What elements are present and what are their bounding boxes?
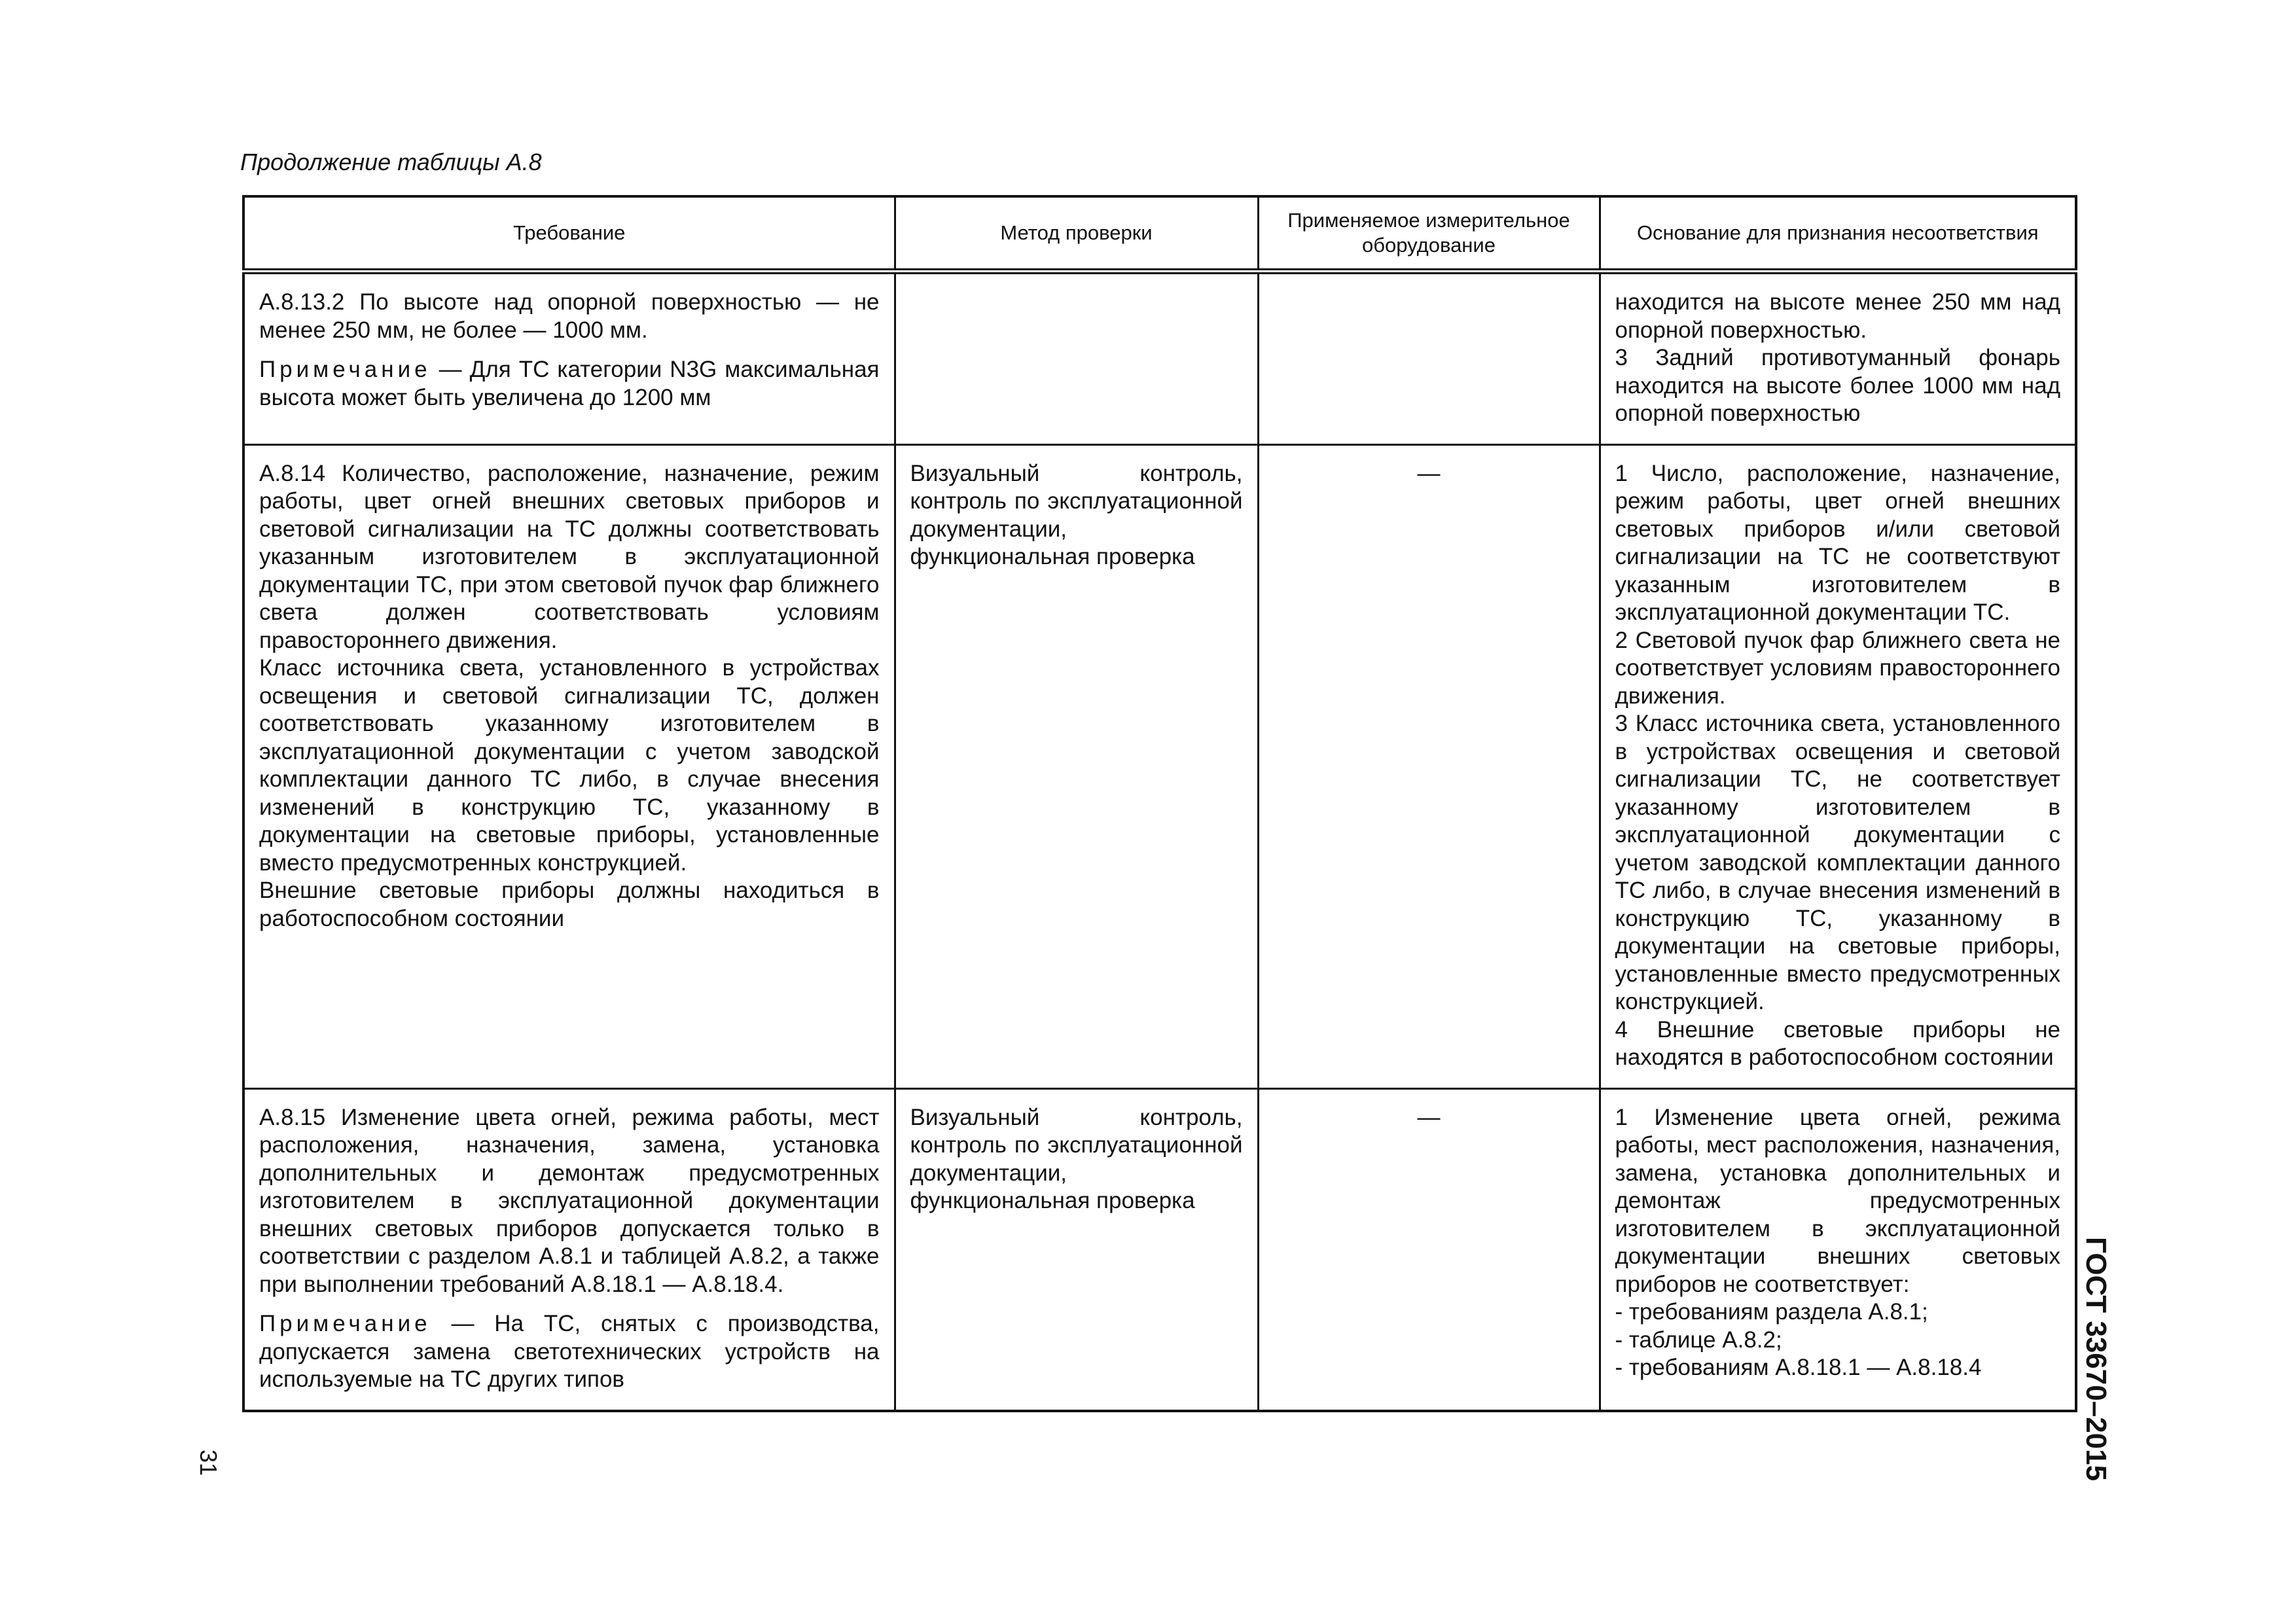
requirement-text: А.8.13.2 По высоте над опорной поверхностью — не менее 250 мм, не более — 1000 мм. bbox=[259, 289, 880, 343]
requirement-note bbox=[259, 1310, 880, 1394]
document-standard-title: ГОСТ 33670–2015 bbox=[2080, 1237, 2112, 1482]
header-grounds: Основание для признания несоответствия bbox=[1600, 196, 2076, 272]
header-method: Метод проверки bbox=[895, 196, 1258, 272]
grounds-item: находится на высоте менее 250 мм над опорной поверхностью. bbox=[1615, 289, 2060, 343]
grounds-item: 1 Изменение цвета огней, режима работы, мест расположения, назначения, замена, установка дополнительных и демонтаж предусмотренных изготовителем в эксплуатационной документации внешних световых приборов не соответствует: bbox=[1615, 1104, 2060, 1297]
equipment-cell: — bbox=[1258, 1088, 1600, 1411]
method-cell: Визуальный контроль, контроль по эксплуатационной документации, функциональная проверка bbox=[895, 1088, 1258, 1411]
grounds-item: 3 Класс источника света, установленного в устройствах освещения и световой сигнализации ТС, не соответствует указанному изготовителем в эксплуатационной документации с учетом заводской комплектации данного ТС либо, в случае внесения изменений в конструкцию ТС, указанному в документации на световые приборы, установленные вместо предусмотренных конструкцией. bbox=[1615, 711, 2060, 1014]
requirements-table-container bbox=[242, 195, 2075, 1412]
requirement-paragraph: Класс источника света, установленного в устройствах освещения и световой сигнализации ТС, должен соответствовать указанному изготовителем в эксплуатационной документации с учетом заводской комплектации данного ТС либо, в случае внесения изменений в конструкцию ТС, указанному в документации на световые приборы, установленные вместо предусмотренных конструкцией. bbox=[259, 655, 880, 876]
equipment-cell bbox=[1258, 272, 1600, 445]
table-row bbox=[243, 444, 2076, 1088]
grounds-item: 2 Световой пучок фар ближнего света не соответствует условиям правостороннего движения. bbox=[1615, 627, 2060, 709]
header-requirement: Требование bbox=[243, 196, 895, 272]
requirements-table bbox=[242, 195, 2077, 1412]
grounds-cell bbox=[1600, 272, 2076, 445]
grounds-item: 1 Число, расположение, назначение, режим работы, цвет огней внешних световых приборов и/или световой сигнализации на ТС не соответствуют указанным изготовителем в эксплуатационной документации ТС. bbox=[1615, 460, 2060, 625]
grounds-item: 4 Внешние световые приборы не находятся в работоспособном состоянии bbox=[1615, 1016, 2060, 1070]
header-equipment: Применяемое измерительное оборудование bbox=[1258, 196, 1600, 272]
note-label: Примечание bbox=[259, 357, 431, 382]
grounds-item: - требованиям раздела А.8.1; bbox=[1615, 1299, 1928, 1325]
note-text: — На ТС, снятых с производства, допускается замена светотехнических устройств на используемые на ТС других типов bbox=[259, 1311, 880, 1392]
requirement-note bbox=[259, 356, 880, 412]
table-header-row bbox=[243, 196, 2076, 272]
equipment-cell: — bbox=[1258, 444, 1600, 1088]
method-cell: Визуальный контроль, контроль по эксплуатационной документации, функциональная проверка bbox=[895, 444, 1258, 1088]
requirement-paragraph: Внешние световые приборы должны находиться в работоспособном состоянии bbox=[259, 878, 880, 931]
table-caption: Продолжение таблицы А.8 bbox=[240, 149, 542, 175]
table-row bbox=[243, 1088, 2076, 1411]
grounds-cell bbox=[1600, 444, 2076, 1088]
table-row bbox=[243, 272, 2076, 445]
note-label: Примечание bbox=[259, 1311, 431, 1336]
requirement-cell bbox=[243, 444, 895, 1088]
page-number: 31 bbox=[195, 1450, 222, 1476]
grounds-item: 3 Задний противотуманный фонарь находится на высоте более 1000 мм над опорной поверхностью bbox=[1615, 345, 2060, 426]
note-text: — Для ТС категории N3G максимальная высота может быть увеличена до 1200 мм bbox=[259, 357, 880, 410]
requirement-paragraph: А.8.14 Количество, расположение, назначение, режим работы, цвет огней внешних световых приборов и световой сигнализации на ТС должны соответствовать указанным изготовителем в эксплуатационной документации ТС, при этом световой пучок фар ближнего света должен соответствовать условиям правостороннего движения. bbox=[259, 460, 880, 653]
method-cell bbox=[895, 272, 1258, 445]
requirement-cell bbox=[243, 272, 895, 445]
requirement-text: А.8.15 Изменение цвета огней, режима работы, мест расположения, назначения, замена, установка дополнительных и демонтаж предусмотренных изготовителем в эксплуатационной документации внешних световых приборов допускается только в соответствии с разделом А.8.1 и таблицей А.8.2, а также при выполнении требований А.8.18.1 — А.8.18.4. bbox=[259, 1104, 880, 1297]
grounds-cell bbox=[1600, 1088, 2076, 1411]
requirement-cell bbox=[243, 1088, 895, 1411]
grounds-item: - таблице А.8.2; bbox=[1615, 1327, 1782, 1353]
grounds-item: - требованиям А.8.18.1 — А.8.18.4 bbox=[1615, 1355, 1982, 1380]
